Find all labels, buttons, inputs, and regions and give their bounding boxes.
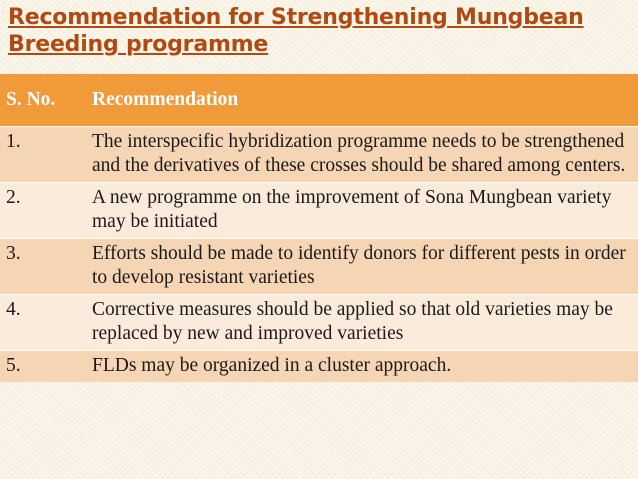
row-recommendation-text: Corrective measures should be applied so that old varieties may be replaced by new and improved varieties	[82, 295, 638, 351]
table-row	[0, 183, 638, 239]
row-serial-number: 5.	[0, 351, 82, 383]
table-row	[0, 351, 638, 383]
table-row	[0, 239, 638, 295]
row-recommendation-text: The interspecific hybridization programme needs to be strengthened and the derivatives of these crosses should be shared among centers.	[82, 127, 638, 183]
row-serial-number: 4.	[0, 295, 82, 351]
row-recommendation-text: A new programme on the improvement of Sona Mungbean variety may be initiated	[82, 183, 638, 239]
slide-title	[8, 4, 632, 58]
row-recommendation-text: FLDs may be organized in a cluster approach.	[82, 351, 638, 383]
row-serial-number: 1.	[0, 127, 82, 183]
row-serial-number: 2.	[0, 183, 82, 239]
slide-title-line-1: Recommendation for Strengthening Mungbean	[8, 5, 584, 30]
slide-title-line-2: Breeding programme	[8, 32, 269, 57]
header-recommendation: Recommendation	[82, 74, 638, 127]
table-row	[0, 295, 638, 351]
header-serial-number: S. No.	[0, 74, 82, 127]
table-row	[0, 127, 638, 183]
row-serial-number: 3.	[0, 239, 82, 295]
row-recommendation-text: Efforts should be made to identify donors for different pests in order to develop resistant varieties	[82, 239, 638, 295]
recommendation-table	[0, 74, 638, 382]
table-header-row	[0, 74, 638, 127]
